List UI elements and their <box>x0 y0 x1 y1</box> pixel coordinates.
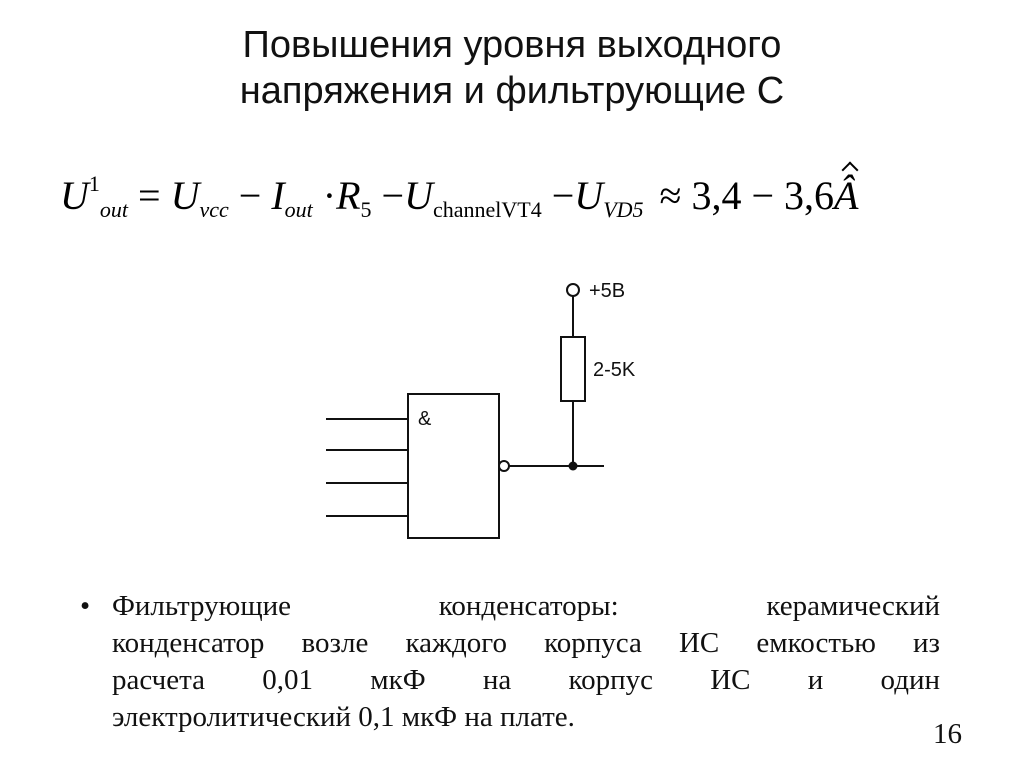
formula-sub-vcc: vcc <box>199 197 229 222</box>
formula-sub-out-i: out <box>284 197 313 222</box>
bullet-line-1: Фильтрующие конденсаторы: керамический <box>112 590 940 622</box>
formula-r-symbol: R <box>336 173 361 218</box>
formula-u-vd5: U <box>574 173 604 218</box>
bullet-filter-capacitors <box>80 588 940 736</box>
bullet-line-3: расчета 0,01 мкФ на корпус ИС и один <box>112 664 940 696</box>
formula-sub-out: out <box>99 197 129 222</box>
gate-symbol: & <box>418 408 432 430</box>
formula-minus-3: − <box>551 173 575 218</box>
title-line-2: напряжения и фильтрующие С <box>239 70 785 112</box>
bullet-line-4: электролитический 0,1 мкФ на плате. <box>112 701 575 733</box>
formula-u-vcc: U <box>170 173 200 218</box>
formula-unit: Â <box>834 168 858 224</box>
pullup-resistor <box>561 337 585 401</box>
formula-approx: ≈ <box>659 173 682 218</box>
formula-superscript-1: 1 <box>88 171 100 196</box>
formula-range: 3,4 − 3,6 <box>691 173 835 218</box>
title-line-1: Повышения уровня выходного <box>242 24 782 66</box>
formula-sub-vd5: VD5 <box>603 197 644 222</box>
formula-minus-1: − <box>238 173 262 218</box>
formula-sub-channel: channelVT4 <box>433 197 542 222</box>
formula-minus-2: − <box>381 173 405 218</box>
bullet-marker: • <box>80 590 91 622</box>
formula-sub-5: 5 <box>360 197 372 222</box>
formula-u-channel: U <box>404 173 433 218</box>
supply-voltage-label: +5В <box>589 280 626 302</box>
inversion-bubble <box>499 461 509 471</box>
resistor-value-label: 2-5K <box>593 359 636 381</box>
formula-equals: = <box>138 173 161 218</box>
formula-u-symbol: U <box>60 173 89 218</box>
supply-terminal <box>567 284 579 296</box>
page-number: 16 <box>933 718 962 750</box>
formula-dot: · <box>322 173 337 218</box>
formula-i-symbol: I <box>271 173 285 218</box>
junction-dot <box>569 462 578 471</box>
bullet-line-2: конденсатор возле каждого корпуса ИС емкостью из <box>112 627 940 659</box>
